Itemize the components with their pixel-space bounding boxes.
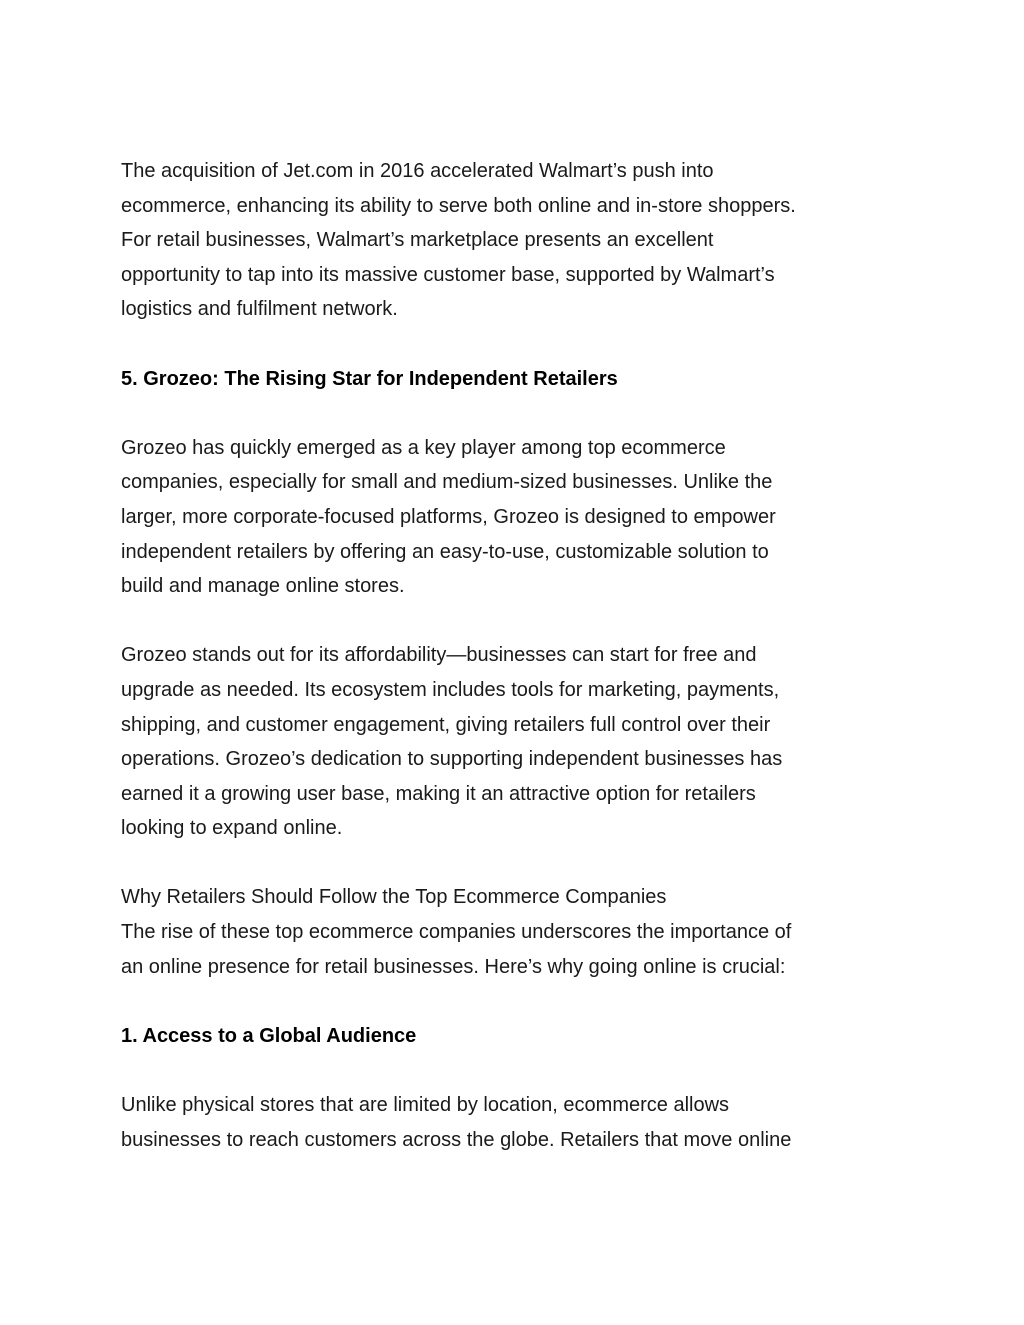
text-line: earned it a growing user base, making it an attractive option for retailers — [121, 782, 756, 805]
paragraph-spacer — [121, 396, 911, 431]
section-heading-grozeo: 5. Grozeo: The Rising Star for Independent Retailers — [121, 367, 618, 390]
document-page — [121, 154, 911, 1157]
grozeo-paragraph-1 — [121, 431, 911, 604]
text-line: opportunity to tap into its massive customer base, supported by Walmart’s — [121, 263, 775, 286]
global-paragraph — [121, 1088, 911, 1157]
text-line: build and manage online stores. — [121, 575, 405, 598]
text-line: shipping, and customer engagement, giving retailers full control over their — [121, 713, 771, 736]
text-line: businesses to reach customers across the globe. Retailers that move online — [121, 1128, 792, 1151]
grozeo-paragraph-2 — [121, 638, 911, 846]
text-line: looking to expand online. — [121, 817, 343, 840]
text-line: The acquisition of Jet.com in 2016 accelerated Walmart’s push into — [121, 160, 714, 182]
text-line: logistics and fulfilment network. — [121, 298, 398, 321]
text-line: The rise of these top ecommerce companies underscores the importance of — [121, 921, 792, 944]
paragraph-spacer — [121, 604, 911, 639]
text-line: Unlike physical stores that are limited by location, ecommerce allows — [121, 1094, 730, 1117]
text-line: Why Retailers Should Follow the Top Ecommerce Companies — [121, 886, 667, 909]
text-line: Grozeo stands out for its affordability—businesses can start for free and — [121, 644, 757, 667]
paragraph-spacer — [121, 1053, 911, 1088]
text-line: companies, especially for small and medium-sized businesses. Unlike the — [121, 471, 773, 494]
text-line: operations. Grozeo’s dedication to supporting independent businesses has — [121, 748, 783, 771]
paragraph-spacer — [121, 984, 911, 1019]
section-heading-global: 1. Access to a Global Audience — [121, 1024, 417, 1047]
text-line: larger, more corporate-focused platforms, Grozeo is designed to empower — [121, 505, 776, 528]
text-line: upgrade as needed. Its ecosystem includes tools for marketing, payments, — [121, 678, 780, 701]
text-line: For retail businesses, Walmart’s marketplace presents an excellent — [121, 229, 714, 252]
text-line: ecommerce, enhancing its ability to serve both online and in-store shoppers. — [121, 194, 796, 217]
intro-paragraph — [121, 154, 911, 327]
why-paragraph — [121, 880, 911, 984]
paragraph-spacer — [121, 327, 911, 362]
text-line: an online presence for retail businesses. Here’s why going online is crucial: — [121, 955, 786, 978]
paragraph-spacer — [121, 846, 911, 881]
text-line: Grozeo has quickly emerged as a key player among top ecommerce — [121, 436, 726, 459]
text-line: independent retailers by offering an easy-to-use, customizable solution to — [121, 540, 769, 563]
